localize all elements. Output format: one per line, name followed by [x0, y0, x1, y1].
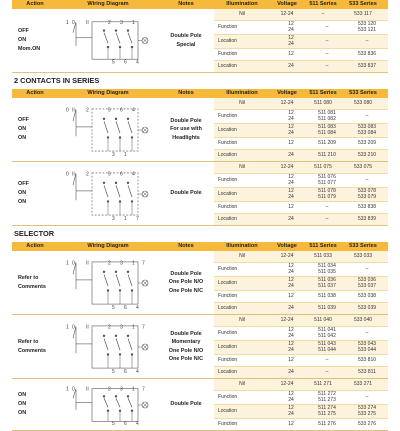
part-533-cell: 533 210	[357, 151, 377, 158]
terminal-number: 4	[132, 106, 135, 113]
spec-rows	[214, 379, 388, 430]
voltage-cell: 12-24	[280, 99, 294, 106]
part-533-cell: –	[365, 37, 369, 44]
terminal-number: 5	[112, 59, 115, 66]
part-533-cell: 533 038	[357, 292, 377, 299]
part-511-cell: –	[325, 215, 329, 222]
voltage-cell: 12-24	[280, 252, 294, 259]
part-533-cell: 533 078 533 079	[357, 188, 377, 200]
terminal-number: 6	[124, 59, 127, 66]
voltage-cell: 12 24	[288, 263, 294, 275]
illumination-cell: Nil	[239, 99, 245, 106]
illumination-cell: Function	[218, 265, 238, 272]
terminal-number: 0	[72, 386, 75, 393]
action-cell	[12, 315, 58, 378]
terminal-number: 1	[124, 151, 127, 158]
action-label: ON	[18, 401, 27, 408]
illumination-cell: Function	[218, 420, 238, 427]
action-label: ON	[18, 198, 27, 205]
terminal-number: 3	[120, 323, 123, 330]
diagram-cell	[58, 379, 158, 430]
note-line: Double Pole	[170, 330, 202, 337]
table-row	[214, 315, 388, 327]
terminal-number: II	[72, 106, 75, 113]
table-header: Action Wiring Diagram Notes Illumination Voltage 511 Series 533 Series	[12, 89, 388, 98]
action-label: OFF	[18, 28, 29, 35]
action-label: ON	[18, 190, 27, 197]
part-511-cell: 511 209	[318, 139, 336, 146]
illumination-cell: Location	[218, 304, 237, 311]
table-row	[214, 291, 388, 303]
part-511-cell: 511 210	[318, 151, 336, 158]
note-line: One Pole N/C	[168, 356, 204, 362]
part-533-cell: –	[365, 393, 369, 400]
part-511-cell: 511 080	[314, 99, 332, 106]
table-header: Action Wiring Diagram Notes Illumination Voltage 511 Series 533 Series	[12, 242, 388, 251]
part-511-cell: 511 041 511 042	[318, 327, 336, 339]
part-533-cell: 533 836	[357, 50, 377, 57]
terminal-number: II	[86, 386, 89, 393]
terminal-number: 4	[136, 368, 139, 375]
table-row	[214, 61, 388, 72]
table-row	[214, 110, 388, 124]
table-row	[214, 174, 388, 188]
terminal-number: 0	[72, 323, 75, 330]
illumination-cell: Nil	[239, 163, 245, 170]
table-row	[214, 419, 388, 430]
action-label: ON	[18, 37, 27, 44]
note-line: One Pole N/C	[168, 287, 204, 294]
action-cell	[12, 251, 58, 314]
col-illumination: Illumination	[226, 1, 258, 7]
voltage-cell: 12	[288, 203, 294, 210]
part-511-cell: 511 038	[318, 292, 336, 299]
table-row	[214, 162, 388, 174]
part-533-cell: 533 838	[357, 203, 377, 210]
action-label: ON	[18, 126, 27, 133]
illumination-cell: Nil	[239, 10, 245, 17]
table-row	[214, 355, 388, 367]
table-row	[214, 405, 388, 419]
part-511-cell: –	[325, 23, 329, 30]
illumination-cell: Function	[218, 112, 238, 119]
part-533-cell: 533 271	[353, 380, 373, 387]
terminal-number: 0	[72, 259, 75, 266]
illumination-cell: Function	[218, 329, 238, 336]
col-action: Action	[26, 1, 44, 7]
note-line: Double Pole	[170, 190, 202, 197]
part-511-cell: 511 276	[318, 420, 336, 427]
part-533-cell: –	[365, 265, 369, 272]
part-533-cell: 533 839	[357, 215, 377, 222]
voltage-cell: 12 24	[288, 124, 294, 136]
part-511-cell: 511 078 511 079	[318, 188, 336, 200]
action-label: ON	[18, 409, 27, 416]
part-511-cell: –	[325, 203, 329, 210]
voltage-cell: 12-24	[280, 316, 294, 323]
wiring-diagram	[62, 99, 154, 161]
diagram-cell	[58, 162, 158, 225]
note-line: Momentary	[171, 339, 201, 345]
terminal-number: 1	[132, 20, 135, 26]
terminal-number: 6	[124, 368, 127, 375]
terminal-number: 7	[142, 386, 145, 393]
voltage-cell: 12	[288, 139, 294, 146]
note-line: Double Pole	[170, 33, 202, 39]
illumination-cell: Location	[218, 37, 237, 44]
terminal-number: 7	[136, 215, 139, 222]
part-511-cell: –	[325, 37, 329, 44]
voltage-cell: 12 24	[288, 327, 294, 339]
part-511-cell: 511 083 511 084	[318, 124, 336, 136]
spec-rows	[214, 98, 388, 161]
part-533-cell: 533 040	[353, 316, 373, 323]
illumination-cell: Location	[218, 190, 237, 197]
table-row	[214, 277, 388, 291]
terminal-number: 3	[112, 151, 115, 158]
part-533-cell: 533 811	[358, 368, 376, 375]
terminal-number: 7	[142, 323, 145, 330]
voltage-cell: 12	[288, 356, 294, 363]
table-row	[214, 251, 388, 263]
action-label: Comments	[18, 347, 46, 354]
terminal-number: 5	[112, 304, 115, 311]
product-block	[12, 98, 388, 162]
wiring-diagram	[62, 252, 154, 314]
note-line: Special	[176, 41, 196, 48]
voltage-cell: 12	[288, 292, 294, 299]
action-label: Mom.ON	[18, 45, 41, 52]
wiring-diagram	[62, 316, 154, 378]
section-title-selector: SELECTOR	[14, 229, 55, 238]
table-row	[214, 303, 388, 314]
part-511-cell: 511 043 511 044	[318, 341, 336, 353]
terminal-number: 1	[132, 386, 135, 393]
illumination-cell: Location	[218, 62, 237, 69]
part-511-cell: 511 036 511 037	[318, 277, 336, 289]
illumination-cell: Location	[218, 126, 237, 133]
voltage-cell: 12 24	[288, 21, 294, 33]
voltage-cell: 24	[288, 62, 294, 69]
note-line: Double Pole	[170, 270, 202, 277]
action-cell	[12, 98, 58, 161]
part-511-cell: 511 040	[314, 316, 332, 323]
table-row	[214, 138, 388, 150]
voltage-cell: 12	[288, 420, 294, 427]
notes-cell	[158, 315, 214, 378]
notes-cell	[158, 162, 214, 225]
wiring-diagram	[62, 163, 154, 225]
part-533-cell: 533 209	[357, 139, 377, 146]
part-511-cell: –	[325, 62, 329, 69]
note-line: One Pole N/O	[168, 347, 204, 354]
illumination-cell: Nil	[239, 252, 245, 259]
terminal-number: 2	[108, 386, 111, 393]
terminal-number: 1	[66, 386, 69, 393]
terminal-number: 3	[112, 215, 115, 222]
part-511-cell: 511 075	[314, 163, 332, 170]
table-row	[214, 379, 388, 391]
notes-cell	[158, 251, 214, 314]
terminal-number: 1	[66, 259, 69, 266]
part-533-cell: 533 039	[357, 304, 377, 311]
diagram-cell	[58, 9, 158, 72]
note-line: Double Pole	[170, 117, 202, 124]
illumination-cell: Function	[218, 176, 238, 183]
table-row	[214, 263, 388, 277]
part-511-cell: 511 039	[318, 304, 336, 311]
table-row	[214, 391, 388, 405]
illumination-cell: Location	[218, 368, 237, 375]
action-label: OFF	[18, 117, 29, 124]
illumination-cell: Function	[218, 393, 238, 400]
voltage-cell: 12 24	[288, 174, 294, 186]
terminal-number: II	[86, 20, 89, 26]
product-block	[12, 162, 388, 226]
section-title-series: 2 CONTACTS IN SERIES	[14, 76, 100, 85]
table-row	[214, 150, 388, 161]
table-row	[214, 124, 388, 138]
part-511-cell: –	[325, 50, 329, 57]
illumination-cell: Nil	[239, 316, 245, 323]
terminal-number: 1	[132, 323, 135, 330]
voltage-cell: 12 24	[288, 110, 294, 122]
voltage-cell: 12 24	[288, 35, 294, 47]
part-533-cell: –	[365, 329, 369, 336]
part-511-cell: 511 034 511 035	[318, 263, 336, 275]
voltage-cell: 24	[288, 151, 294, 158]
illumination-cell: Function	[218, 23, 238, 30]
col-diagram: Wiring Diagram	[87, 1, 129, 7]
part-533-cell: 533 274 533 275	[357, 405, 377, 417]
part-511-cell: 511 272 511 273	[318, 391, 336, 403]
notes-cell	[158, 379, 214, 430]
voltage-cell: 12-24	[280, 163, 294, 170]
col-533: 533 Series	[349, 1, 377, 7]
terminal-number: 1	[66, 20, 69, 26]
spec-rows	[214, 9, 388, 72]
table-row	[214, 327, 388, 341]
col-voltage: Voltage	[277, 1, 297, 7]
voltage-cell: 12-24	[280, 10, 294, 17]
voltage-cell: 24	[288, 304, 294, 311]
terminal-number: II	[86, 323, 89, 330]
part-511-cell: 511 274 511 275	[318, 405, 336, 417]
part-533-cell: 533 075	[353, 163, 373, 170]
terminal-number: 2	[108, 20, 111, 26]
voltage-cell: 24	[288, 215, 294, 222]
illumination-cell: Location	[218, 151, 237, 158]
voltage-cell: 12 24	[288, 405, 294, 417]
part-533-cell: 533 117	[354, 10, 372, 17]
diagram-cell	[58, 315, 158, 378]
action-label: Refer to	[18, 338, 39, 345]
spec-rows	[214, 251, 388, 314]
table-row	[214, 367, 388, 378]
part-511-cell: 511 081 511 082	[318, 110, 336, 122]
terminal-number: 6	[124, 420, 127, 427]
illumination-cell: Function	[218, 203, 238, 210]
voltage-cell: 12 24	[288, 277, 294, 289]
terminal-number: 5	[112, 420, 115, 427]
product-block	[12, 251, 388, 315]
terminal-number: 2	[86, 170, 89, 177]
action-label: Comments	[18, 283, 46, 290]
voltage-cell: 12-24	[280, 380, 294, 387]
spec-rows	[214, 162, 388, 225]
terminal-number: 1	[124, 215, 127, 222]
part-511-cell: 511 076 511 077	[318, 174, 336, 186]
product-block	[12, 9, 388, 73]
part-533-cell: 533 837	[357, 62, 377, 69]
table-row	[214, 21, 388, 35]
part-533-cell: –	[365, 176, 369, 183]
terminal-number: 5	[112, 368, 115, 375]
part-533-cell: 533 043 533 044	[357, 341, 377, 353]
terminal-number: 6	[124, 304, 127, 311]
part-511-cell: –	[325, 368, 329, 375]
terminal-number: II	[86, 259, 89, 266]
terminal-number: 3	[120, 259, 123, 266]
illumination-cell: Function	[218, 356, 238, 363]
wiring-diagram	[62, 13, 154, 68]
table-row	[214, 35, 388, 49]
voltage-cell: 12 24	[288, 391, 294, 403]
terminal-number: 4	[136, 304, 139, 311]
terminal-number: 4	[132, 170, 135, 177]
diagram-cell	[58, 98, 158, 161]
illumination-cell: Location	[218, 215, 237, 222]
illumination-cell: Function	[218, 292, 238, 299]
terminal-number: 6	[120, 106, 123, 113]
illumination-cell: Function	[218, 50, 238, 57]
voltage-cell: 12 24	[288, 341, 294, 353]
terminal-number: 6	[120, 170, 123, 177]
col-511: 511 Series	[309, 1, 337, 7]
terminal-number: 3	[120, 20, 123, 26]
part-533-cell: 533 080	[353, 99, 373, 106]
action-cell	[12, 9, 58, 72]
part-511-cell: 511 033	[314, 252, 332, 259]
table-row	[214, 202, 388, 214]
action-label: ON	[18, 392, 27, 399]
action-cell	[12, 162, 58, 225]
part-511-cell: –	[325, 356, 329, 363]
illumination-cell: Location	[218, 279, 237, 286]
note-line: For use with	[170, 126, 202, 133]
table-row	[214, 49, 388, 61]
terminal-number: 4	[136, 420, 139, 427]
table-header	[12, 0, 388, 9]
notes-cell	[158, 9, 214, 72]
table-row	[214, 188, 388, 202]
table-row	[214, 9, 388, 21]
terminal-number: 7	[142, 259, 145, 266]
illumination-cell: Function	[218, 139, 238, 146]
terminal-number: 2	[86, 106, 89, 113]
part-533-cell: 533 083 533 084	[357, 124, 377, 136]
part-533-cell: 533 120 533 121	[357, 21, 377, 33]
voltage-cell: 12	[288, 50, 294, 57]
terminal-number: 4	[136, 59, 139, 66]
part-511-cell: 511 271	[314, 380, 332, 387]
illumination-cell: Nil	[239, 380, 245, 387]
product-block	[12, 379, 388, 431]
illumination-cell: Location	[218, 343, 237, 350]
terminal-number: 0	[72, 20, 75, 26]
note-line: Double Pole	[170, 401, 202, 408]
col-notes: Notes	[178, 1, 194, 7]
voltage-cell: 12 24	[288, 188, 294, 200]
part-533-cell: 533 276	[357, 420, 377, 427]
part-533-cell: –	[365, 112, 369, 119]
terminal-number: 2	[108, 323, 111, 330]
diagram-cell	[58, 251, 158, 314]
terminal-number: 1	[132, 259, 135, 266]
product-block	[12, 315, 388, 379]
illumination-cell: Location	[218, 407, 237, 414]
action-label: OFF	[18, 181, 29, 188]
terminal-number: II	[72, 170, 75, 177]
terminal-number: 5	[108, 106, 111, 113]
note-line: Headlights	[172, 134, 200, 141]
terminal-number: 5	[108, 170, 111, 177]
table-row	[214, 214, 388, 225]
terminal-number: 2	[108, 259, 111, 266]
terminal-number: 0	[66, 170, 69, 177]
action-label: ON	[18, 134, 27, 141]
part-533-cell: 533 033	[353, 252, 373, 259]
notes-cell	[158, 98, 214, 161]
terminal-number: 0	[66, 106, 69, 113]
wiring-diagram	[62, 381, 154, 429]
voltage-cell: 24	[288, 368, 294, 375]
part-533-cell: 533 036 533 037	[357, 277, 377, 289]
action-cell	[12, 379, 58, 430]
table-row	[214, 341, 388, 355]
part-533-cell: 533 810	[357, 356, 377, 363]
spec-rows	[214, 315, 388, 378]
part-511-cell: –	[321, 10, 325, 17]
note-line: One Pole N/O	[168, 279, 204, 286]
terminal-number: 3	[120, 386, 123, 393]
action-label: Refer to	[18, 274, 39, 281]
terminal-number: 1	[66, 323, 69, 330]
table-row	[214, 98, 388, 110]
